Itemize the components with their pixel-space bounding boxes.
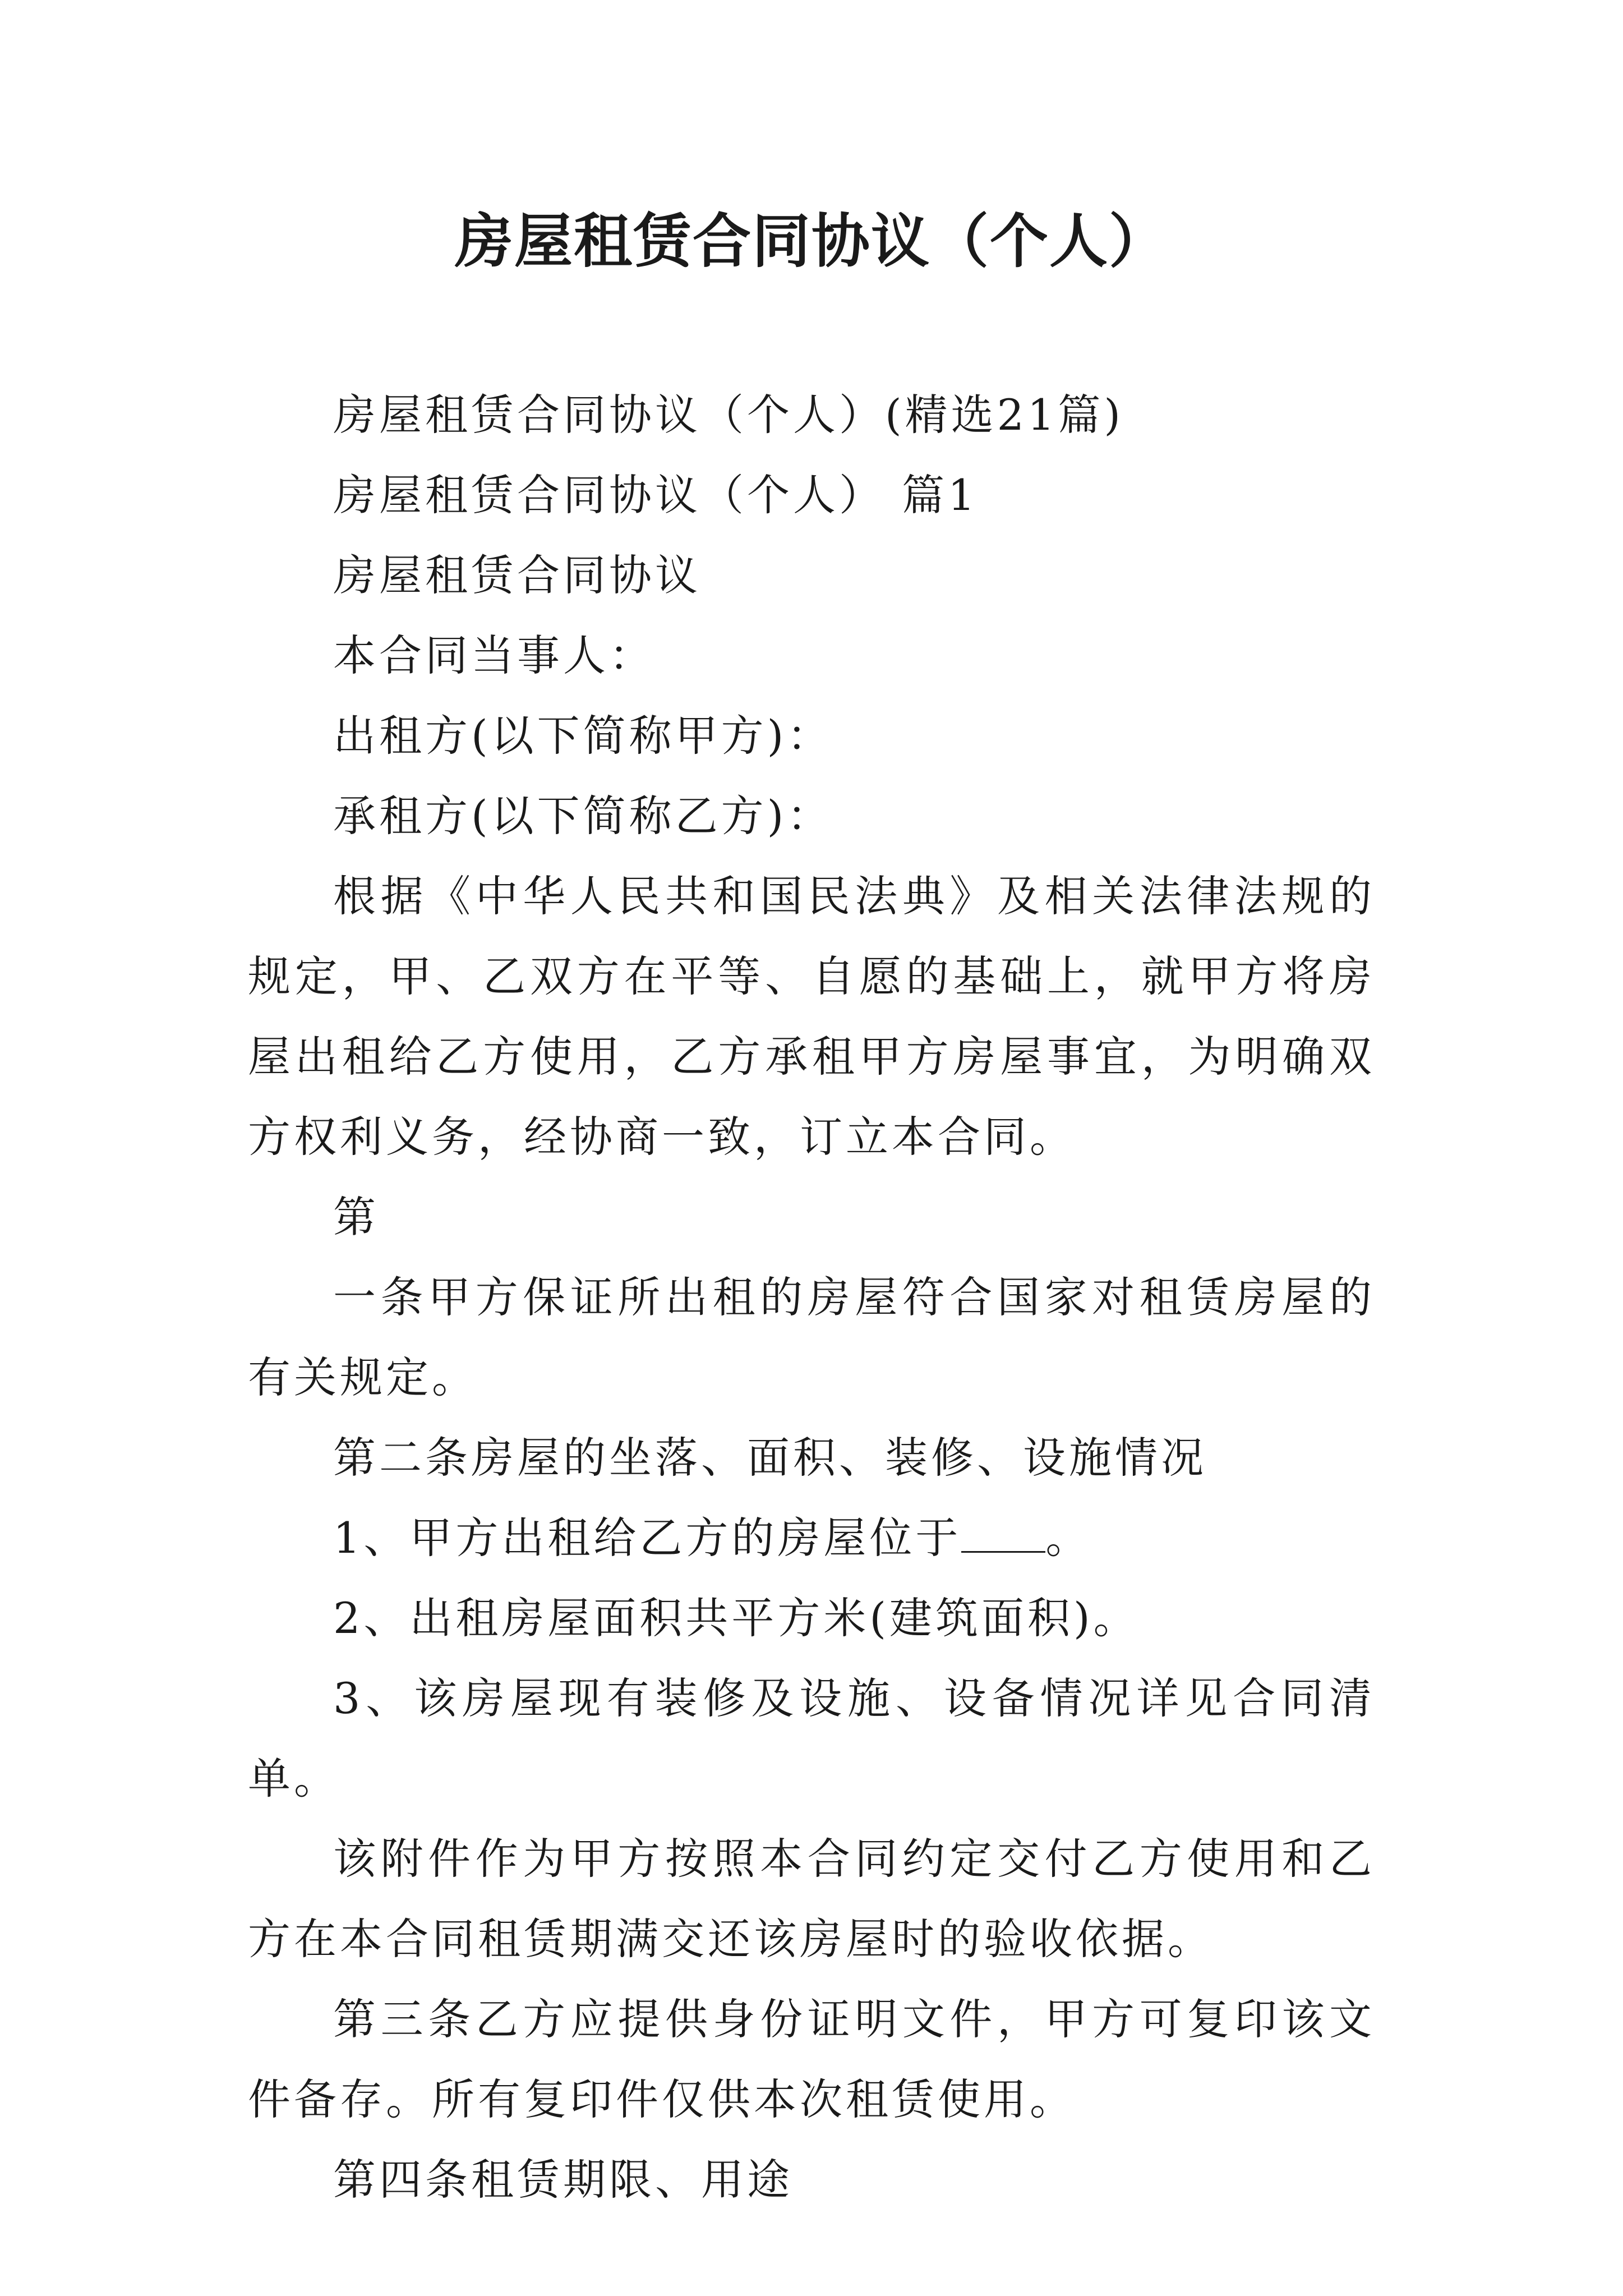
paragraph: 房屋租赁合同协议 (333, 550, 701, 600)
paragraph: 3、该房屋现有装修及设施、设备情况详见合同清单。 (248, 1673, 1375, 1803)
paragraph: 第二条房屋的坐落、面积、装修、设施情况 (333, 1433, 1207, 1483)
paragraph: 房屋租赁合同协议（个人）(精选21篇) (333, 390, 1124, 440)
paragraph: 该附件作为甲方按照本合同约定交付乙方使用和乙方在本合同租赁期满交还该房屋时的验收依据。 (248, 1834, 1375, 1964)
paragraph: 第 (333, 1192, 379, 1242)
paragraph: 出租方(以下简称甲方)： (333, 711, 833, 761)
fill-in-blank (961, 1517, 1045, 1553)
paragraph-text: 1、甲方出租给乙方的房屋位于 (333, 1513, 962, 1563)
paragraph: 承租方(以下简称乙方)： (333, 791, 833, 841)
paragraph: 房屋租赁合同协议（个人） 篇1 (333, 470, 979, 520)
paragraph: 根据《中华人民共和国民法典》及相关法律法规的规定，甲、乙双方在平等、自愿的基础上，就甲方将房屋出租给乙方使用，乙方承租甲方房屋事宜，为明确双方权利义务，经协商一致，订立本合同。 (248, 871, 1375, 1162)
paragraph: 第三条乙方应提供身份证明文件，甲方可复印该文件备存。所有复印件仅供本次租赁使用。 (248, 1994, 1375, 2124)
paragraph-text: 。 (1045, 1513, 1092, 1563)
paragraph: 一条甲方保证所出租的房屋符合国家对租赁房屋的有关规定。 (248, 1272, 1375, 1402)
document-body (248, 375, 1375, 2220)
paragraph: 第四条租赁期限、用途 (333, 2155, 793, 2205)
paragraph: 2、出租房屋面积共平方米(建筑面积)。 (333, 1593, 1140, 1643)
paragraph: 本合同当事人： (333, 631, 655, 680)
paragraph-with-blank (248, 1498, 1375, 1578)
document-title: 房屋租赁合同协议（个人） (454, 206, 1168, 275)
